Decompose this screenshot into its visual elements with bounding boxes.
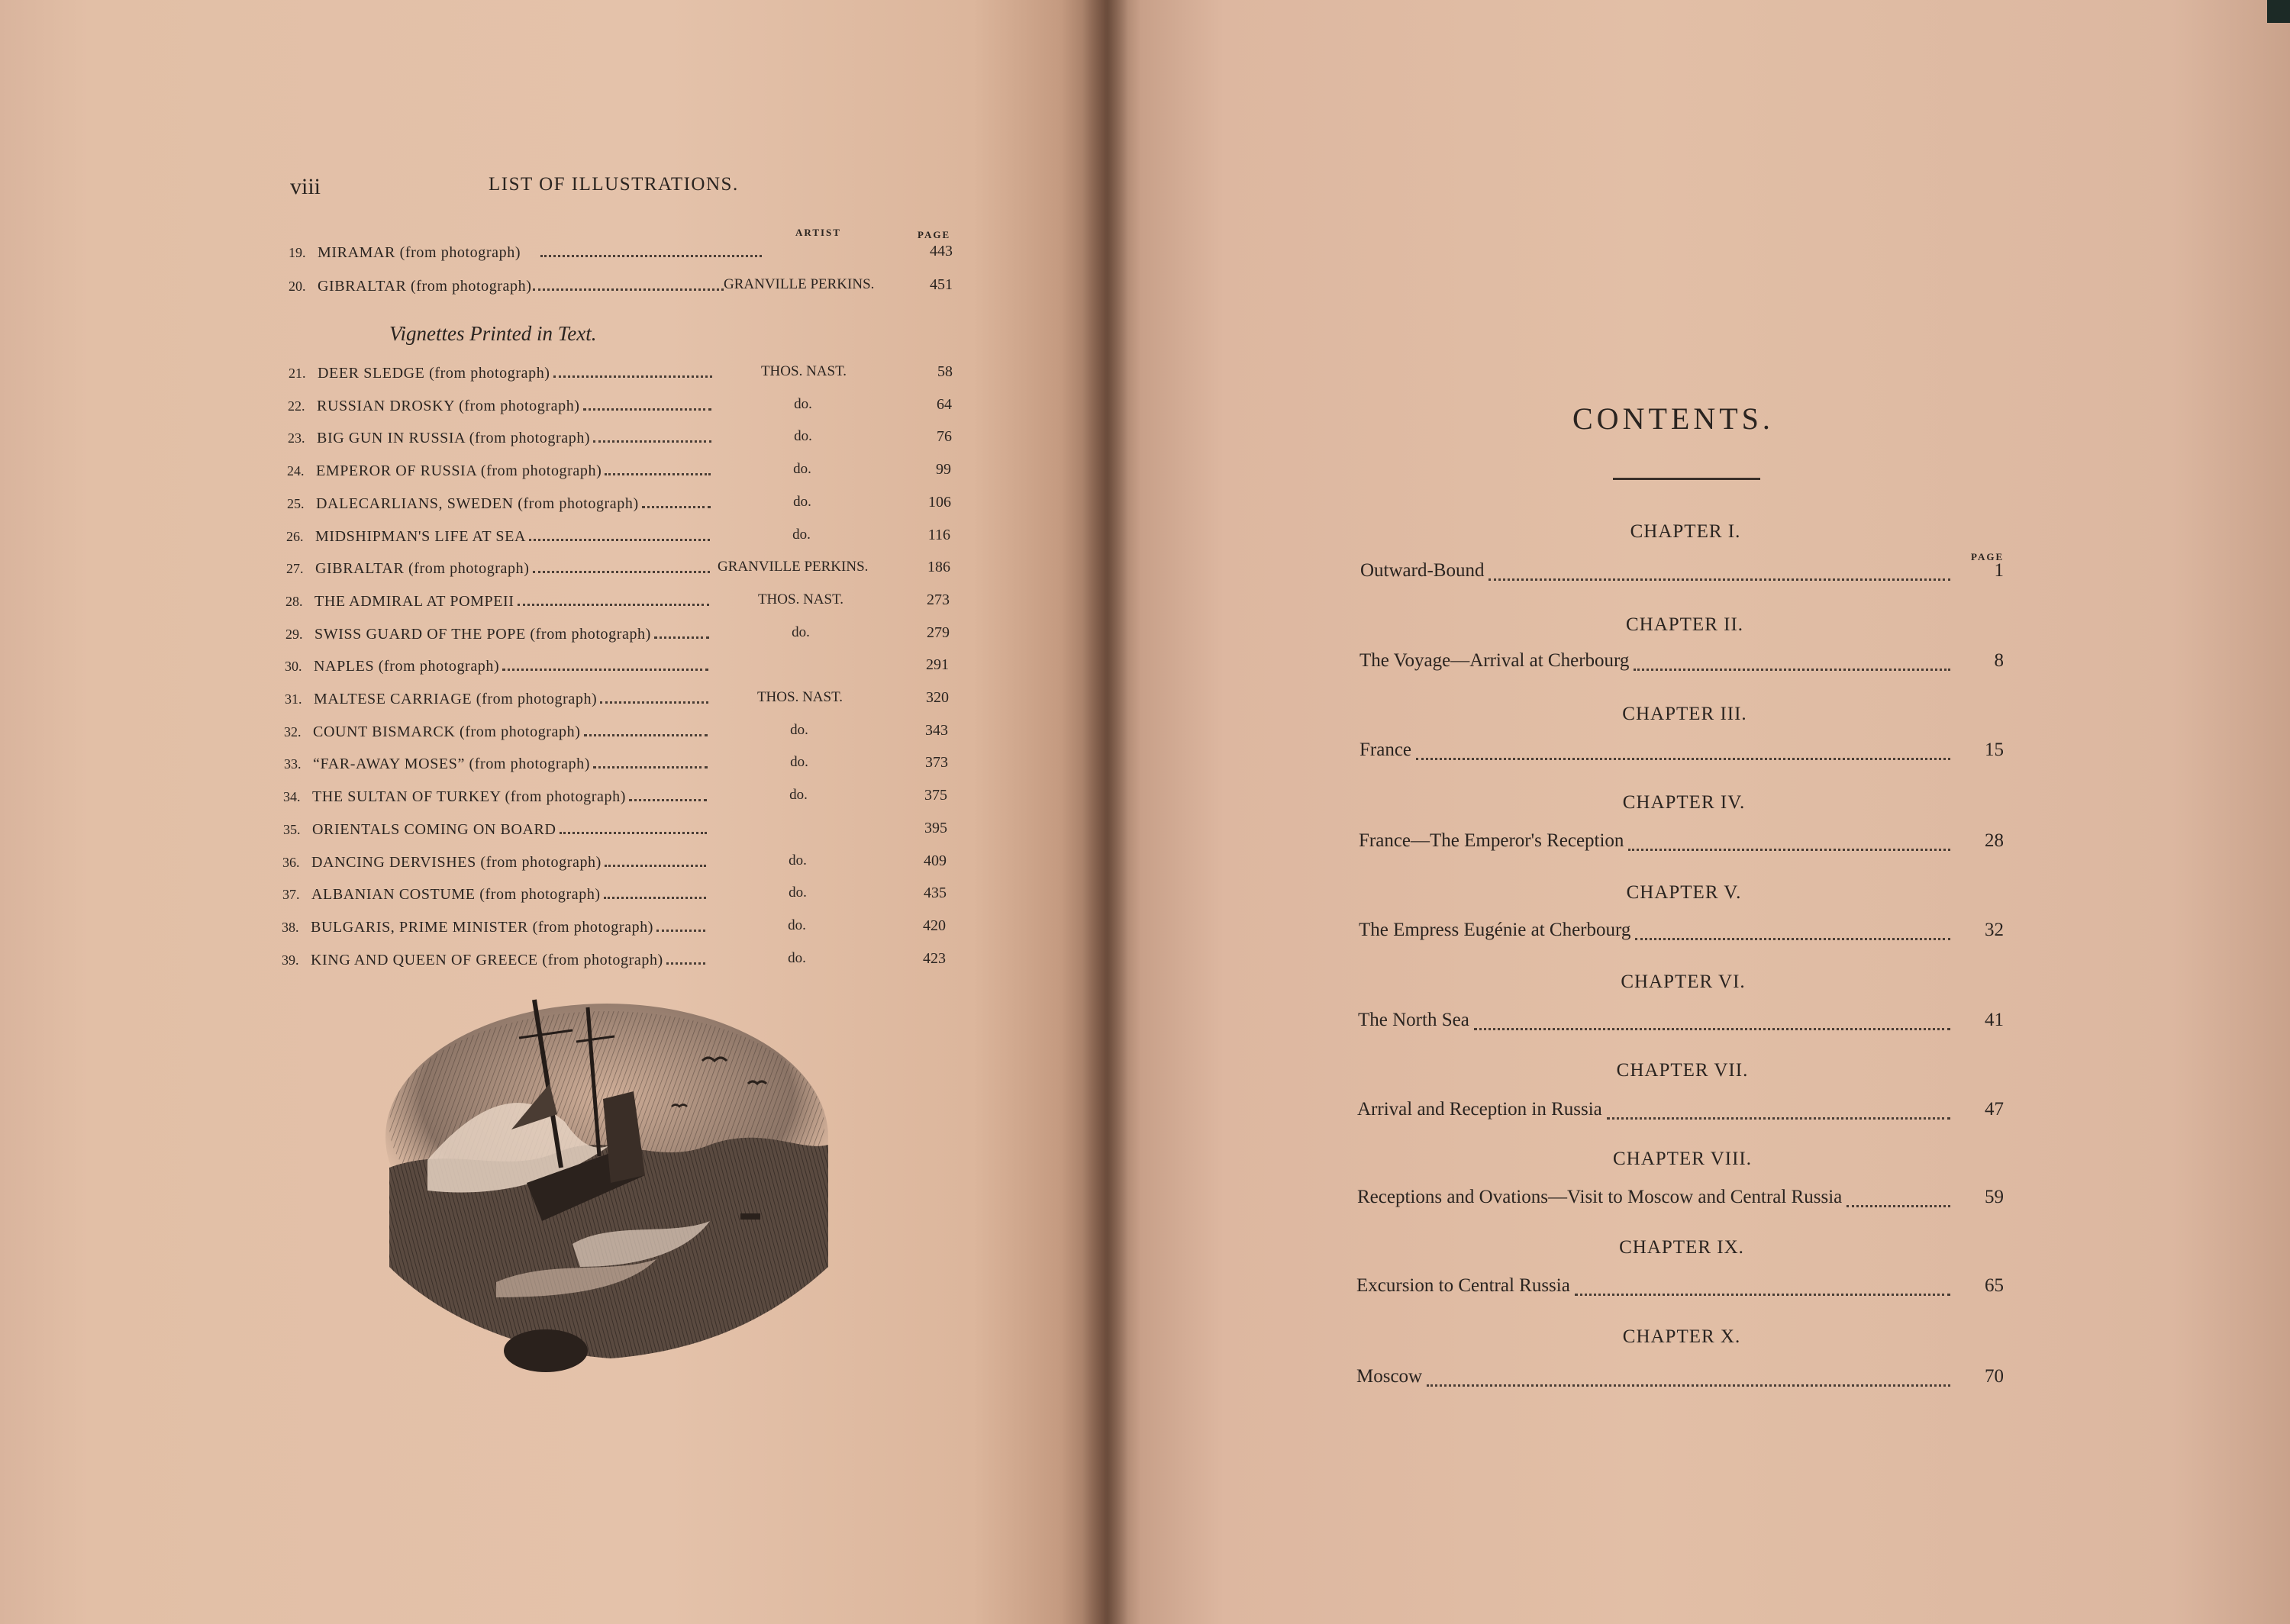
illustration-name: “FAR-AWAY MOSES” (from photograph) <box>313 756 591 772</box>
illustration-row <box>287 461 951 484</box>
illustration-name: THE SULTAN OF TURKEY (from photograph) <box>312 788 626 805</box>
illustration-artist: do. <box>788 950 806 966</box>
illustration-artist: GRANVILLE PERKINS. <box>718 559 869 575</box>
illustration-number: 23. <box>288 430 305 446</box>
illustration-name: KING AND QUEEN OF GREECE (from photograph) <box>311 952 663 968</box>
illustration-title <box>285 591 514 611</box>
leader-dots <box>654 635 709 639</box>
illustration-title <box>287 494 639 513</box>
toc-entry[interactable] <box>1356 1275 2004 1300</box>
leader-dots <box>583 407 711 411</box>
illustration-title <box>283 820 556 839</box>
leader-dots <box>560 830 707 834</box>
leader-dots <box>604 895 706 899</box>
illustration-page: 395 <box>924 820 947 836</box>
illustration-title <box>282 884 601 904</box>
illustration-row <box>289 363 953 386</box>
illustration-page: 64 <box>937 396 952 413</box>
illustration-artist: do. <box>792 624 810 640</box>
illustration-number: 37. <box>282 887 300 902</box>
illustration-number: 28. <box>285 594 303 609</box>
illustration-row <box>282 950 946 973</box>
chapter-title: Excursion to Central Russia <box>1356 1275 1570 1296</box>
leader-dots <box>1575 1278 1950 1296</box>
illustration-row <box>289 243 953 266</box>
illustration-number: 30. <box>285 659 302 674</box>
illustration-row <box>284 722 948 745</box>
illustration-page: 443 <box>930 243 953 259</box>
illustration-title <box>284 722 581 741</box>
chapter-page: 59 <box>1985 1187 2004 1207</box>
illustration-name: SWISS GUARD OF THE POPE (from photograph) <box>314 626 651 643</box>
chapter-heading: CHAPTER VIII. <box>1613 1149 1752 1169</box>
illustration-artist: do. <box>790 754 808 770</box>
chapter-title: The Empress Eugénie at Cherbourg <box>1359 920 1631 940</box>
leader-dots <box>1628 833 1950 851</box>
illustration-page: 291 <box>926 656 949 673</box>
illustration-name: COUNT BISMARCK (from photograph) <box>313 723 581 740</box>
leader-dots <box>600 700 708 704</box>
illustration-row <box>283 787 947 810</box>
illustration-name: MIDSHIPMAN'S LIFE AT SEA <box>315 528 527 545</box>
chapter-heading: CHAPTER III. <box>1622 704 1747 724</box>
illustration-page: 343 <box>925 722 948 739</box>
illustration-row <box>282 917 946 940</box>
illustration-title <box>286 527 526 546</box>
toc-entry[interactable] <box>1357 1187 2004 1211</box>
illustration-number: 35. <box>283 822 301 837</box>
illustration-number: 39. <box>282 952 299 968</box>
illustration-artist: do. <box>792 527 811 543</box>
chapter-page: 8 <box>1994 650 2004 671</box>
illustration-artist: do. <box>793 461 811 477</box>
illustration-page: 423 <box>923 950 946 967</box>
illustration-title <box>289 276 532 295</box>
illustration-title <box>289 363 550 382</box>
leader-dots <box>1474 1013 1950 1030</box>
illustration-number: 29. <box>285 627 303 642</box>
chapter-page: 15 <box>1985 740 2004 760</box>
chapter-heading: CHAPTER I. <box>1630 521 1741 542</box>
illustration-page: 273 <box>927 591 950 608</box>
leader-dots <box>1607 1102 1950 1120</box>
illustration-page: 420 <box>923 917 946 934</box>
illustration-title <box>285 689 597 708</box>
chapter-page: 41 <box>1985 1010 2004 1030</box>
illustration-title <box>284 754 590 773</box>
illustration-page: 58 <box>937 363 953 380</box>
leader-dots <box>1634 653 1950 671</box>
leader-dots <box>533 287 724 291</box>
illustration-row <box>286 527 950 549</box>
illustration-name: ALBANIAN COSTUME (from photograph) <box>311 886 601 903</box>
chapter-page: 32 <box>1985 920 2004 940</box>
leader-dots <box>605 472 711 475</box>
leader-dots <box>529 537 710 541</box>
illustration-page: 320 <box>926 689 949 706</box>
illustration-title <box>288 428 590 447</box>
illustration-number: 24. <box>287 463 305 478</box>
chapter-title: Arrival and Reception in Russia <box>1357 1099 1602 1120</box>
illustration-number: 25. <box>287 496 305 511</box>
illustration-row <box>284 754 948 777</box>
toc-entry[interactable] <box>1358 1010 2004 1034</box>
illustration-artist: THOS. NAST. <box>756 689 843 705</box>
illustration-name: GIBRALTAR (from photograph) <box>318 278 532 295</box>
illustration-number: 27. <box>286 561 304 576</box>
illustration-artist: do. <box>789 787 808 803</box>
leader-dots <box>1635 923 1950 940</box>
illustration-artist: do. <box>793 494 811 510</box>
illustration-page: 435 <box>924 884 947 901</box>
illustration-artist: GRANVILLE PERKINS. <box>724 276 875 292</box>
illustration-artist: do. <box>790 722 808 738</box>
page-column-header: PAGE <box>918 229 951 240</box>
illustration-name: GIBRALTAR (from photograph) <box>315 560 530 577</box>
leader-dots <box>629 798 707 801</box>
illustration-row <box>285 689 949 712</box>
illustration-title <box>285 656 499 675</box>
illustration-row <box>288 428 952 451</box>
chapter-page: 1 <box>1994 560 2004 581</box>
chapter-title: The Voyage—Arrival at Cherbourg <box>1359 650 1630 671</box>
artist-column-header: ARTIST <box>795 227 841 238</box>
chapter-heading: CHAPTER V. <box>1626 882 1742 903</box>
leader-dots <box>553 374 712 378</box>
leader-dots <box>593 765 708 768</box>
illustration-number: 22. <box>288 398 305 414</box>
illustration-row <box>287 494 951 517</box>
chapter-heading: CHAPTER IV. <box>1622 792 1746 813</box>
chapter-title: Receptions and Ovations—Visit to Moscow and Central Russia <box>1357 1187 1843 1207</box>
vignettes-subhead: Vignettes Printed in Text. <box>389 322 597 345</box>
illustration-name: RUSSIAN DROSKY (from photograph) <box>317 398 580 414</box>
illustration-name: EMPEROR OF RUSSIA (from photograph) <box>316 462 602 479</box>
leader-dots <box>1416 743 1950 760</box>
toc-page-column-header: PAGE <box>1971 551 2005 562</box>
running-title: LIST OF ILLUSTRATIONS. <box>489 174 739 195</box>
toc-entry[interactable] <box>1359 920 2004 944</box>
illustration-number: 21. <box>289 366 306 381</box>
illustration-number: 19. <box>289 245 306 260</box>
leader-dots <box>584 733 708 736</box>
illustration-number: 32. <box>284 724 302 740</box>
illustration-page: 409 <box>924 852 947 869</box>
illustration-name: ORIENTALS COMING ON BOARD <box>312 821 556 838</box>
chapter-page: 65 <box>1985 1275 2004 1296</box>
leader-dots <box>540 253 762 257</box>
illustration-row <box>285 656 949 679</box>
illustration-artist: do. <box>794 396 812 412</box>
illustration-name: DEER SLEDGE (from photograph) <box>318 365 550 382</box>
illustration-page: 186 <box>927 559 950 575</box>
illustration-number: 36. <box>282 855 300 870</box>
leader-dots <box>518 602 709 606</box>
illustration-name: MIRAMAR (from photograph) <box>318 244 521 261</box>
illustration-row <box>282 852 947 875</box>
illustration-number: 34. <box>283 789 301 804</box>
illustration-page: 99 <box>936 461 951 478</box>
chapter-title: France—The Emperor's Reception <box>1359 830 1624 851</box>
illustration-name: DALECARLIANS, SWEDEN (from photograph) <box>316 495 639 512</box>
toc-entry[interactable] <box>1359 740 2004 764</box>
illustration-artist: THOS. NAST. <box>757 591 844 607</box>
leader-dots <box>593 439 711 443</box>
illustration-name: MALTESE CARRIAGE (from photograph) <box>314 691 598 707</box>
illustration-title <box>282 917 653 936</box>
leader-dots <box>1488 563 1950 581</box>
chapter-title: Outward-Bound <box>1360 560 1485 581</box>
illustration-page: 116 <box>927 527 950 543</box>
leader-dots <box>666 961 705 965</box>
illustration-row <box>288 396 952 419</box>
illustration-name: DANCING DERVISHES (from photograph) <box>311 854 602 871</box>
illustration-artist: do. <box>788 917 806 933</box>
illustration-artist: do. <box>789 852 807 868</box>
illustration-title <box>287 461 602 480</box>
toc-entry[interactable] <box>1359 650 2004 675</box>
chapter-page: 47 <box>1985 1099 2004 1120</box>
chapter-heading: CHAPTER X. <box>1622 1326 1741 1347</box>
leader-dots <box>642 504 711 508</box>
chapter-page: 28 <box>1985 830 2004 851</box>
illustration-title <box>282 950 663 969</box>
toc-entry[interactable] <box>1356 1366 2004 1390</box>
chapter-heading: CHAPTER IX. <box>1619 1237 1744 1258</box>
illustration-artist: do. <box>794 428 812 444</box>
book-gutter <box>1082 0 1128 1624</box>
leader-dots <box>605 863 706 867</box>
illustration-row <box>286 559 950 582</box>
chapter-heading: CHAPTER VII. <box>1616 1060 1749 1081</box>
illustration-page: 373 <box>925 754 948 771</box>
leader-dots <box>502 667 708 671</box>
illustration-artist: THOS. NAST. <box>760 363 847 379</box>
chapter-heading: CHAPTER VI. <box>1621 972 1746 992</box>
illustration-title <box>288 396 580 415</box>
leader-dots <box>656 928 705 932</box>
illustration-row <box>285 624 950 647</box>
leader-dots <box>533 569 710 573</box>
leader-dots <box>1427 1369 1950 1387</box>
illustration-row <box>285 591 950 614</box>
shipwreck-engraving <box>382 992 832 1378</box>
illustration-title <box>286 559 530 578</box>
illustration-title <box>285 624 651 643</box>
toc-entry[interactable] <box>1360 560 2004 585</box>
illustration-page: 279 <box>927 624 950 641</box>
contents-title: CONTENTS. <box>1572 401 1774 436</box>
illustration-row <box>289 276 953 299</box>
chapter-title: The North Sea <box>1358 1010 1469 1030</box>
illustration-row <box>282 884 947 907</box>
background-corner <box>2267 0 2290 23</box>
toc-entry[interactable] <box>1359 830 2004 855</box>
illustration-name: NAPLES (from photograph) <box>314 658 500 675</box>
illustration-page: 76 <box>937 428 952 445</box>
illustration-title <box>282 852 602 872</box>
illustration-page: 451 <box>930 276 953 293</box>
illustration-number: 20. <box>289 279 306 294</box>
illustration-title <box>283 787 626 806</box>
illustration-row <box>283 820 947 843</box>
illustration-name: THE ADMIRAL AT POMPEII <box>314 593 514 610</box>
chapter-page: 70 <box>1985 1366 2004 1387</box>
illustration-number: 31. <box>285 691 302 707</box>
toc-entry[interactable] <box>1357 1099 2004 1123</box>
leader-dots <box>1847 1190 1950 1207</box>
illustration-title <box>289 243 521 262</box>
chapter-title: France <box>1359 740 1412 760</box>
illustration-name: BIG GUN IN RUSSIA (from photograph) <box>317 430 591 446</box>
illustration-artist: do. <box>789 884 807 901</box>
illustration-number: 33. <box>284 756 302 772</box>
chapter-title: Moscow <box>1356 1366 1423 1387</box>
illustration-number: 38. <box>282 920 299 935</box>
chapter-heading: CHAPTER II. <box>1625 614 1744 635</box>
title-rule <box>1613 478 1760 480</box>
illustration-page: 375 <box>924 787 947 804</box>
illustration-name: BULGARIS, PRIME MINISTER (from photograph) <box>311 919 654 936</box>
illustration-number: 26. <box>286 529 304 544</box>
illustration-page: 106 <box>928 494 951 511</box>
page-folio: viii <box>290 174 321 199</box>
